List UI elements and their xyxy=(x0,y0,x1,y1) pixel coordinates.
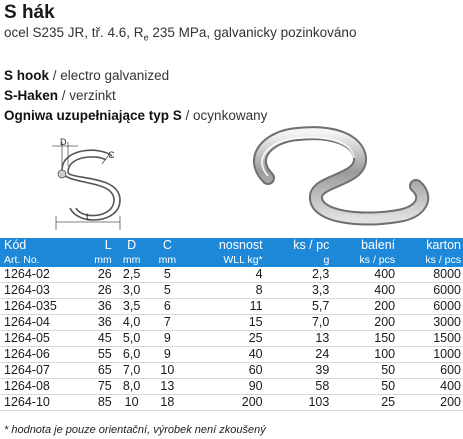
table-row xyxy=(0,299,463,315)
table-header-row xyxy=(0,238,463,253)
wire-section-icon xyxy=(58,170,66,178)
cell-carton: 6000 xyxy=(433,283,461,297)
cell-d: 3,0 xyxy=(122,283,141,297)
cell-c: 7 xyxy=(163,315,171,329)
col-subheader-pack: ks / pcs xyxy=(331,253,397,267)
cell-d: 7,0 xyxy=(122,363,141,377)
cell-weight: 103 xyxy=(308,395,330,409)
cell-d: 8,0 xyxy=(122,379,141,393)
cell-code: 1264-07 xyxy=(4,363,50,377)
cell-pack: 200 xyxy=(374,315,396,329)
col-header-d: D xyxy=(114,238,150,253)
cell-code: 1264-03 xyxy=(4,283,50,297)
cell-d: 2,5 xyxy=(122,267,141,281)
col-header-c: C xyxy=(149,238,185,253)
col-header-load: nosnost xyxy=(185,238,264,253)
cell-d: 4,0 xyxy=(122,315,141,329)
translation-en: S hook / electro galvanized xyxy=(4,68,170,83)
cell-code: 1264-035 xyxy=(4,299,57,313)
cell-weight: 3,3 xyxy=(311,283,330,297)
col-subheader-d: mm xyxy=(114,253,150,267)
cell-d: 5,0 xyxy=(122,331,141,345)
table-row xyxy=(0,283,463,299)
cell-carton: 3000 xyxy=(433,315,461,329)
cell-carton: 8000 xyxy=(433,267,461,281)
cell-load: 8 xyxy=(255,283,263,297)
cell-pack: 25 xyxy=(381,395,396,409)
cell-weight: 24 xyxy=(315,347,330,361)
cell-weight: 13 xyxy=(315,331,330,345)
cell-c: 5 xyxy=(163,267,171,281)
cell-pack: 50 xyxy=(381,379,396,393)
dim-l-label: L xyxy=(86,212,92,222)
cell-c: 9 xyxy=(163,331,171,345)
cell-code: 1264-05 xyxy=(4,331,50,345)
col-subheader-c: mm xyxy=(149,253,185,267)
product-title: S hák xyxy=(4,2,55,23)
table-row xyxy=(0,331,463,347)
cell-l: 36 xyxy=(97,299,112,313)
cell-load: 15 xyxy=(248,315,263,329)
table-row xyxy=(0,379,463,395)
cell-pack: 150 xyxy=(374,331,396,345)
cell-carton: 1000 xyxy=(433,347,461,361)
cell-weight: 58 xyxy=(315,379,330,393)
table-subheader-row xyxy=(0,253,463,267)
cell-weight: 7,0 xyxy=(311,315,330,329)
cell-l: 36 xyxy=(97,315,112,329)
footnote: * hodnota je pouze orientační, výrobek není zkoušený xyxy=(4,424,266,436)
translation-de: S-Haken / verzinkt xyxy=(4,88,116,103)
cell-l: 45 xyxy=(97,331,112,345)
cell-l: 26 xyxy=(97,283,112,297)
cell-load: 60 xyxy=(248,363,263,377)
translation-pl: Ogniwa uzupełniające typ S / ocynkowany xyxy=(4,108,268,123)
cell-pack: 400 xyxy=(374,283,396,297)
cell-pack: 100 xyxy=(374,347,396,361)
col-subheader-code: Art. No. xyxy=(0,253,78,267)
cell-code: 1264-02 xyxy=(4,267,50,281)
cell-c: 10 xyxy=(160,363,175,377)
col-header-weight: ks / pc xyxy=(265,238,332,253)
col-subheader-carton: ks / pcs xyxy=(397,253,463,267)
cell-l: 26 xyxy=(97,267,112,281)
cell-l: 85 xyxy=(97,395,112,409)
cell-d: 6,0 xyxy=(122,347,141,361)
cell-l: 55 xyxy=(97,347,112,361)
cell-weight: 5,7 xyxy=(311,299,330,313)
cell-load: 40 xyxy=(248,347,263,361)
cell-load: 11 xyxy=(249,299,263,313)
table-row xyxy=(0,347,463,363)
cell-weight: 2,3 xyxy=(311,267,330,281)
spec-table xyxy=(0,238,463,411)
table-row xyxy=(0,315,463,331)
cell-pack: 200 xyxy=(374,299,396,313)
cell-carton: 1500 xyxy=(433,331,461,345)
cell-d: 10 xyxy=(124,395,139,409)
cell-l: 65 xyxy=(97,363,112,377)
col-subheader-load: WLL kg* xyxy=(185,253,264,267)
cell-c: 6 xyxy=(163,299,171,313)
cell-c: 9 xyxy=(163,347,171,361)
cell-load: 90 xyxy=(248,379,263,393)
cell-carton: 6000 xyxy=(433,299,461,313)
cell-weight: 39 xyxy=(315,363,330,377)
table-row xyxy=(0,395,463,411)
col-header-pack: balení xyxy=(331,238,397,253)
cell-code: 1264-10 xyxy=(4,395,50,409)
col-subheader-l: mm xyxy=(78,253,114,267)
material-spec: ocel S235 JR, tř. 4.6, $R_e$ 235 MPa, galvanicky pozinkováno xyxy=(4,25,357,43)
s-hook-drawing xyxy=(22,138,152,233)
col-header-l: L xyxy=(78,238,114,253)
col-header-carton: karton xyxy=(397,238,463,253)
cell-carton: 600 xyxy=(440,363,461,377)
dim-c-label: C xyxy=(108,150,115,160)
table-row xyxy=(0,267,463,283)
s-hook-photo xyxy=(238,118,443,236)
col-header-code: Kód xyxy=(0,238,78,253)
col-subheader-weight: g xyxy=(265,253,332,267)
cell-c: 5 xyxy=(163,283,171,297)
cell-l: 75 xyxy=(97,379,112,393)
cell-pack: 400 xyxy=(374,267,396,281)
cell-pack: 50 xyxy=(381,363,396,377)
cell-d: 3,5 xyxy=(122,299,141,313)
cell-carton: 200 xyxy=(440,395,461,409)
table-row xyxy=(0,363,463,379)
cell-code: 1264-06 xyxy=(4,347,50,361)
cell-code: 1264-08 xyxy=(4,379,50,393)
cell-load: 4 xyxy=(255,267,263,281)
cell-load: 25 xyxy=(248,331,263,345)
dim-d-label: D xyxy=(60,138,67,147)
cell-c: 18 xyxy=(160,395,175,409)
cell-carton: 400 xyxy=(440,379,461,393)
cell-c: 13 xyxy=(160,379,175,393)
cell-load: 200 xyxy=(241,395,263,409)
cell-code: 1264-04 xyxy=(4,315,50,329)
